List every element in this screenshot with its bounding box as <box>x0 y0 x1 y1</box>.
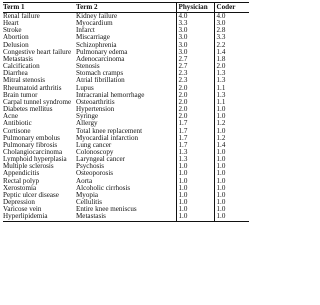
cell-coder: 1.2 <box>214 135 249 142</box>
cell-term2: Syringe <box>76 113 99 121</box>
cell-coder: 1.4 <box>214 49 249 56</box>
cell-physician: 1.0 <box>176 170 214 177</box>
cell-coder: 1.0 <box>214 199 249 206</box>
table-row <box>3 56 249 63</box>
cell-coder: 1.3 <box>214 92 249 99</box>
cell-term2: Lung cancer <box>76 141 112 149</box>
cell-physician: 2.0 <box>176 99 214 106</box>
cell-coder: 1.2 <box>214 120 249 127</box>
table-row <box>3 156 249 163</box>
table-row <box>3 149 249 156</box>
cell-physician: 2.0 <box>176 106 214 113</box>
header-term2: Term 2 <box>76 3 176 13</box>
cell-term2: Alcoholic cirrhosis <box>76 184 131 192</box>
cell-coder: 2.0 <box>214 63 249 70</box>
cell-term1: Cholangiocarcinoma <box>3 148 63 156</box>
table-row <box>3 192 249 199</box>
table-row <box>3 206 249 213</box>
cell-term1: Diabetes mellitus <box>3 106 53 114</box>
table-row <box>3 170 249 177</box>
cell-physician: 2.0 <box>176 85 214 92</box>
table-row <box>3 27 249 34</box>
cell-term2: Schizophrenia <box>76 41 117 49</box>
table-body <box>3 13 249 222</box>
cell-term1: Brain tumor <box>3 91 38 99</box>
cell-term1: Calcification <box>3 63 40 71</box>
cell-coder: 2.8 <box>214 27 249 34</box>
cell-term1: Delusion <box>3 41 29 49</box>
table-row <box>3 213 249 221</box>
cell-term2: Hypertension <box>76 106 115 114</box>
table-row <box>3 49 249 56</box>
cell-physician: 1.0 <box>176 213 214 221</box>
cell-coder: 1.0 <box>214 113 249 120</box>
header-term1: Term 1 <box>3 3 76 13</box>
cell-term2: Intracranial hemorrhage <box>76 91 145 99</box>
table-row <box>3 113 249 120</box>
cell-physician: 2.7 <box>176 56 214 63</box>
cell-coder: 3.0 <box>214 20 249 27</box>
cell-physician: 1.7 <box>176 120 214 127</box>
table-row <box>3 70 249 77</box>
cell-coder: 1.1 <box>214 85 249 92</box>
cell-coder: 1.0 <box>214 192 249 199</box>
cell-term1: Stroke <box>3 27 22 35</box>
cell-term2: Allergy <box>76 120 98 128</box>
cell-term1: Peptic ulcer disease <box>3 191 59 199</box>
cell-physician: 2.7 <box>176 63 214 70</box>
cell-term2: Total knee replacement <box>76 127 143 135</box>
cell-term1: Congestive heart failure <box>3 48 72 56</box>
cell-physician: 1.0 <box>176 185 214 192</box>
cell-physician: 1.0 <box>176 192 214 199</box>
cell-physician: 3.0 <box>176 34 214 41</box>
cell-physician: 2.3 <box>176 77 214 84</box>
table-row <box>3 42 249 49</box>
cell-term2: Psychosis <box>76 163 104 171</box>
cell-term1: Varicose vein <box>3 206 42 214</box>
cell-coder: 1.0 <box>214 106 249 113</box>
cell-physician: 3.0 <box>176 49 214 56</box>
cell-term2: Lupus <box>76 84 94 92</box>
cell-physician: 1.0 <box>176 199 214 206</box>
cell-physician: 1.0 <box>176 178 214 185</box>
cell-term2: Myocardial infarction <box>76 134 139 142</box>
cell-term2: Kidney failure <box>76 12 118 20</box>
cell-coder: 3.3 <box>214 34 249 41</box>
cell-term2: Myocardium <box>76 20 113 28</box>
cell-term1: Rectal polyp <box>3 177 40 185</box>
cell-term1: Appendicitis <box>3 170 40 178</box>
cell-term2: Atrial fibrillation <box>76 77 125 85</box>
header-row <box>3 3 249 13</box>
table-row <box>3 128 249 135</box>
cell-physician: 2.3 <box>176 70 214 77</box>
table-row <box>3 135 249 142</box>
cell-physician: 1.0 <box>176 163 214 170</box>
cell-physician: 1.7 <box>176 135 214 142</box>
cell-term1: Heart <box>3 20 19 28</box>
cell-term2: Laryngeal cancer <box>76 156 126 164</box>
cell-term1: Pulmonary embolus <box>3 134 60 142</box>
cell-term2: Stomach cramps <box>76 70 124 78</box>
table-row <box>3 77 249 84</box>
cell-term2: Cellulitis <box>76 199 103 207</box>
table-row <box>3 178 249 185</box>
cell-physician: 1.3 <box>176 156 214 163</box>
cell-term1: Pulmonary fibrosis <box>3 141 58 149</box>
cell-term1: Xerostomia <box>3 184 37 192</box>
cell-term1: Antibiotic <box>3 120 32 128</box>
cell-physician: 1.7 <box>176 128 214 135</box>
cell-physician: 2.0 <box>176 92 214 99</box>
cell-coder: 1.4 <box>214 142 249 149</box>
cell-term1: Acne <box>3 113 18 121</box>
cell-term2: Adenocarcinoma <box>76 55 125 63</box>
cell-term2: Osteoporosis <box>76 170 114 178</box>
cell-coder: 1.0 <box>214 128 249 135</box>
table-row <box>3 185 249 192</box>
cell-coder: 1.0 <box>214 149 249 156</box>
cell-term2: Stenosis <box>76 63 100 71</box>
cell-term2: Infarct <box>76 27 95 35</box>
cell-term2: Aorta <box>76 177 93 185</box>
cell-term2: Entire knee meniscus <box>76 206 137 214</box>
table-row <box>3 199 249 206</box>
table-row <box>3 20 249 27</box>
table-row <box>3 142 249 149</box>
table-row <box>3 13 249 21</box>
cell-term2: Osteoarthritis <box>76 98 115 106</box>
cell-coder: 1.0 <box>214 178 249 185</box>
cell-term1: Carpal tunnel syndrome <box>3 98 72 106</box>
cell-physician: 1.3 <box>176 149 214 156</box>
cell-term1: Mitral stenosis <box>3 77 45 85</box>
cell-physician: 1.7 <box>176 142 214 149</box>
table-row <box>3 85 249 92</box>
cell-term1: Rheumatoid arthritis <box>3 84 62 92</box>
cell-coder: 4.0 <box>214 13 249 21</box>
table-row <box>3 99 249 106</box>
cell-coder: 2.2 <box>214 42 249 49</box>
cell-term1: Diarrhea <box>3 70 28 78</box>
cell-term1: Multiple sclerosis <box>3 163 54 171</box>
cell-physician: 2.0 <box>176 113 214 120</box>
cell-coder: 1.0 <box>214 185 249 192</box>
table-row <box>3 34 249 41</box>
cell-term1: Renal failure <box>3 12 40 20</box>
cell-coder: 1.3 <box>214 70 249 77</box>
cell-coder: 1.0 <box>214 206 249 213</box>
header-coder: Coder <box>214 3 249 13</box>
cell-physician: 3.0 <box>176 42 214 49</box>
cell-term2: Metastasis <box>76 213 176 221</box>
table-row <box>3 163 249 170</box>
cell-term2: Pulmonary edema <box>76 48 128 56</box>
cell-term1: Abortion <box>3 34 29 42</box>
cell-term2: Miscarriage <box>76 34 110 42</box>
header-physician: Physician <box>176 3 214 13</box>
table-row <box>3 63 249 70</box>
cell-physician: 4.0 <box>176 13 214 21</box>
cell-physician: 3.0 <box>176 27 214 34</box>
table-header <box>3 3 249 13</box>
cell-term1: Metastasis <box>3 55 33 63</box>
cell-physician: 3.3 <box>176 20 214 27</box>
term-similarity-table <box>3 2 249 222</box>
table-row <box>3 106 249 113</box>
cell-coder: 1.0 <box>214 213 249 221</box>
cell-term1: Cortisone <box>3 127 31 135</box>
cell-term1: Depression <box>3 199 35 207</box>
cell-coder: 1.0 <box>214 156 249 163</box>
cell-term2: Myopia <box>76 191 99 199</box>
cell-term2: Colonoscopy <box>76 148 114 156</box>
cell-coder: 1.1 <box>214 99 249 106</box>
cell-coder: 1.0 <box>214 170 249 177</box>
cell-coder: 1.3 <box>214 77 249 84</box>
cell-term1: Hyperlipidemia <box>3 213 76 221</box>
table-row <box>3 120 249 127</box>
cell-coder: 1.0 <box>214 163 249 170</box>
cell-term1: Lymphoid hyperplasia <box>3 156 67 164</box>
table-row <box>3 92 249 99</box>
cell-physician: 1.0 <box>176 206 214 213</box>
cell-coder: 1.8 <box>214 56 249 63</box>
